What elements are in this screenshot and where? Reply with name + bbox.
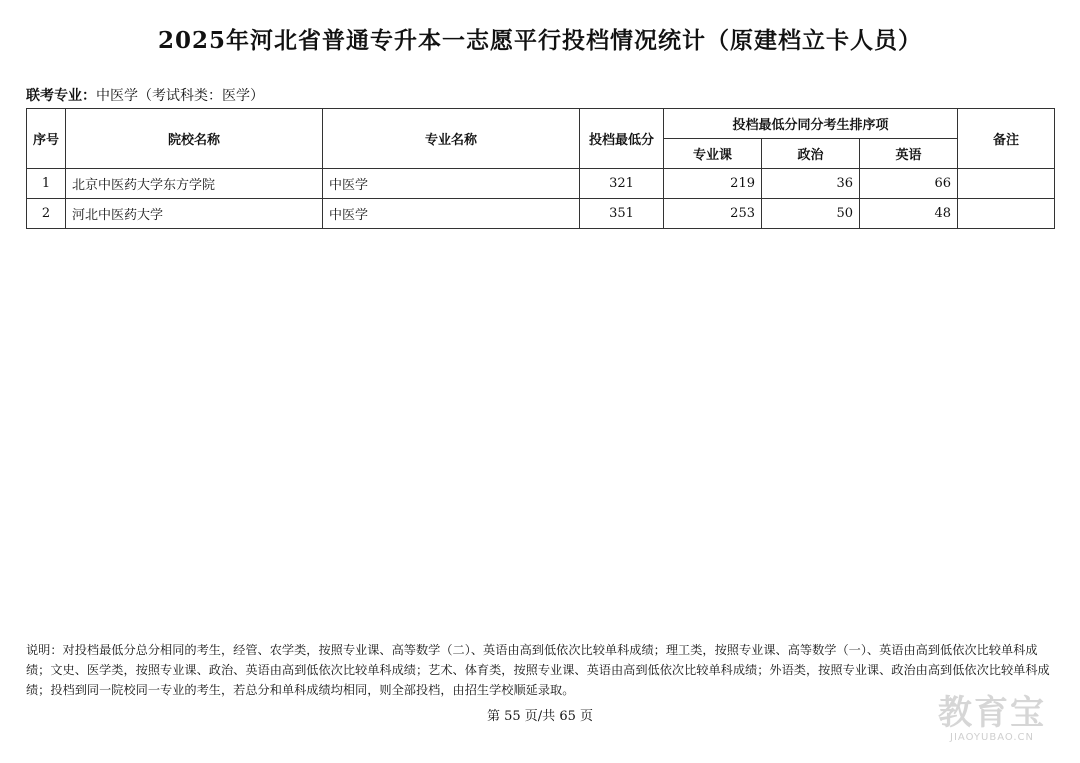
cell-major-course: 253 bbox=[664, 199, 762, 229]
header-major-course: 专业课 bbox=[664, 139, 762, 169]
cell-english: 48 bbox=[860, 199, 958, 229]
page-title: 2025年河北省普通专升本一志愿平行投档情况统计（原建档立卡人员） bbox=[157, 27, 922, 54]
cell-index: 2 bbox=[27, 199, 66, 229]
header-index: 序号 bbox=[27, 109, 66, 169]
cell-major-course: 219 bbox=[664, 169, 762, 199]
cell-min-score: 321 bbox=[580, 169, 664, 199]
cell-politics: 36 bbox=[762, 169, 860, 199]
header-tie-group: 投档最低分同分考生排序项 bbox=[664, 109, 958, 139]
admission-table bbox=[26, 108, 1055, 229]
header-english: 英语 bbox=[860, 139, 958, 169]
cell-school: 北京中医药大学东方学院 bbox=[66, 169, 323, 199]
cell-remark bbox=[958, 199, 1055, 229]
cell-english: 66 bbox=[860, 169, 958, 199]
watermark-text: 教育宝 bbox=[938, 693, 1046, 733]
footnote: 说明：对投档最低分总分相同的考生，经管、农学类，按照专业课、高等数学（二）、英语由高到低依次比较单科成绩；理工类，按照专业课、高等数学（一）、英语由高到低依次比较单科成绩；文史、医学类，按照专业课、政治、英语由高到低依次比较单科成绩；艺术、体育类，按照专业课、英语由高到低依次比较单科成绩；外语类，按照专业课、政治由高到低依次比较单科成绩；投档到同一院校同一专业的考生，若总分和单科成绩均相同，则全部投档，由招生学校顺延录取。 bbox=[26, 643, 1050, 697]
major-info bbox=[26, 85, 264, 105]
major-value: 中医学（考试科类：医学） bbox=[96, 88, 264, 104]
header-min-score: 投档最低分 bbox=[580, 109, 664, 169]
table-row bbox=[27, 169, 1055, 199]
cell-politics: 50 bbox=[762, 199, 860, 229]
cell-index: 1 bbox=[27, 169, 66, 199]
major-label: 联考专业： bbox=[26, 88, 96, 104]
header-school: 院校名称 bbox=[66, 109, 323, 169]
cell-min-score: 351 bbox=[580, 199, 664, 229]
cell-major: 中医学 bbox=[323, 169, 580, 199]
cell-major: 中医学 bbox=[323, 199, 580, 229]
cell-remark bbox=[958, 169, 1055, 199]
header-remark: 备注 bbox=[958, 109, 1055, 169]
table-row bbox=[27, 199, 1055, 229]
header-politics: 政治 bbox=[762, 139, 860, 169]
watermark-logo bbox=[918, 694, 1066, 754]
cell-school: 河北中医药大学 bbox=[66, 199, 323, 229]
header-major: 专业名称 bbox=[323, 109, 580, 169]
page-number: 第 55 页/共 65 页 bbox=[487, 709, 593, 724]
watermark-url: JIAOYUBAO.CN bbox=[950, 732, 1034, 743]
